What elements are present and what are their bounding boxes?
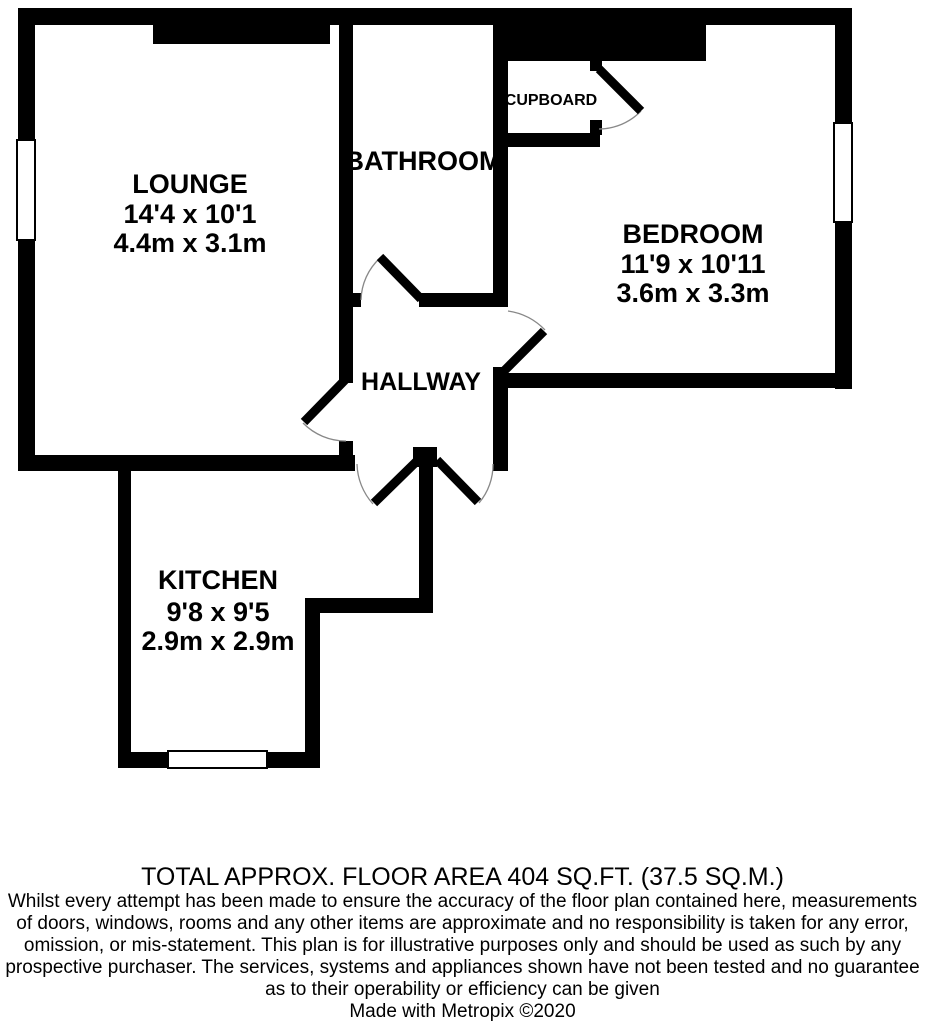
lounge-window [17,140,35,240]
bathroom-door-arc [361,258,380,300]
wall-bedroom-bottom [493,373,852,388]
cupboard-door [599,69,641,111]
metropix-credit: Made with Metropix ©2020 [349,1001,576,1022]
lounge-metric: 4.4m x 3.1m [113,228,267,258]
bedroom-imperial: 11'9 x 10'11 [620,249,766,279]
entrance-door-arc [479,464,493,503]
lounge-label: LOUNGE [132,169,248,199]
wall-kitchen-left [118,466,131,768]
bedroom-door-arc [508,311,545,330]
wall-cupboard-stub-bottom [590,120,602,135]
bathroom-door [380,257,421,299]
kitchen-door-arc [357,464,373,504]
wall-cupboard-bottom [494,133,600,147]
wall-kitchen-right-upper [419,455,433,613]
kitchen-window [168,751,267,768]
wall-top [18,8,852,25]
kitchen-door [374,460,418,503]
disclaimer-line: Whilst every attempt has been made to ensure the accuracy of the floor plan contained here, measurements [7,891,918,912]
bedroom-door [501,331,544,374]
disclaimer-line: as to their operability or efficiency can be given [265,979,660,1000]
kitchen-imperial: 9'8 x 9'5 [166,597,270,627]
kitchen-metric: 2.9m x 2.9m [141,626,295,656]
disclaimer-line: of doors, windows, rooms and any other items are approximate and no responsibility is taken for any error, [16,913,909,934]
room-hallway [361,368,481,396]
wall-bathroom-bottom [419,293,508,307]
wall-bathroom-bottom-stub [339,293,361,307]
room-bathroom [345,146,502,176]
cupboard-label: CUPBOARD [504,92,598,109]
wall-lounge-top-block [153,25,330,44]
bedroom-window [834,123,852,222]
bathroom-label: BATHROOM [344,146,502,176]
wall-lounge-hall-divider-upper [339,25,353,383]
room-cupboard [505,92,597,109]
hallway-label: HALLWAY [361,368,481,396]
room-lounge [113,169,266,258]
lounge-door-arc [303,423,346,441]
room-kitchen [141,565,294,656]
entrance-door [437,460,478,502]
lounge-door [304,380,345,422]
footer [0,863,925,1023]
lounge-imperial: 14'4 x 10'1 [123,199,257,229]
disclaimer-line: prospective purchaser. The services, systems and appliances shown have not been tested and no guarantee [5,957,920,978]
wall-kitchen-right-lower [305,598,320,768]
total-floor-area: TOTAL APPROX. FLOOR AREA 404 SQ.FT. (37.5 SQ.M.) [141,863,784,891]
wall-kitchen-step [305,598,433,613]
wall-lounge-bottom [18,455,355,471]
wall-cupboard-top-block [493,25,706,61]
bedroom-metric: 3.6m x 3.3m [616,278,770,308]
cupboard-door-arc [599,111,641,129]
bedroom-label: BEDROOM [622,219,764,249]
disclaimer-line: omission, or mis-statement. This plan is for illustrative purposes only and should be used as such by any [23,935,902,956]
room-bedroom [616,219,769,308]
kitchen-label: KITCHEN [158,565,278,595]
